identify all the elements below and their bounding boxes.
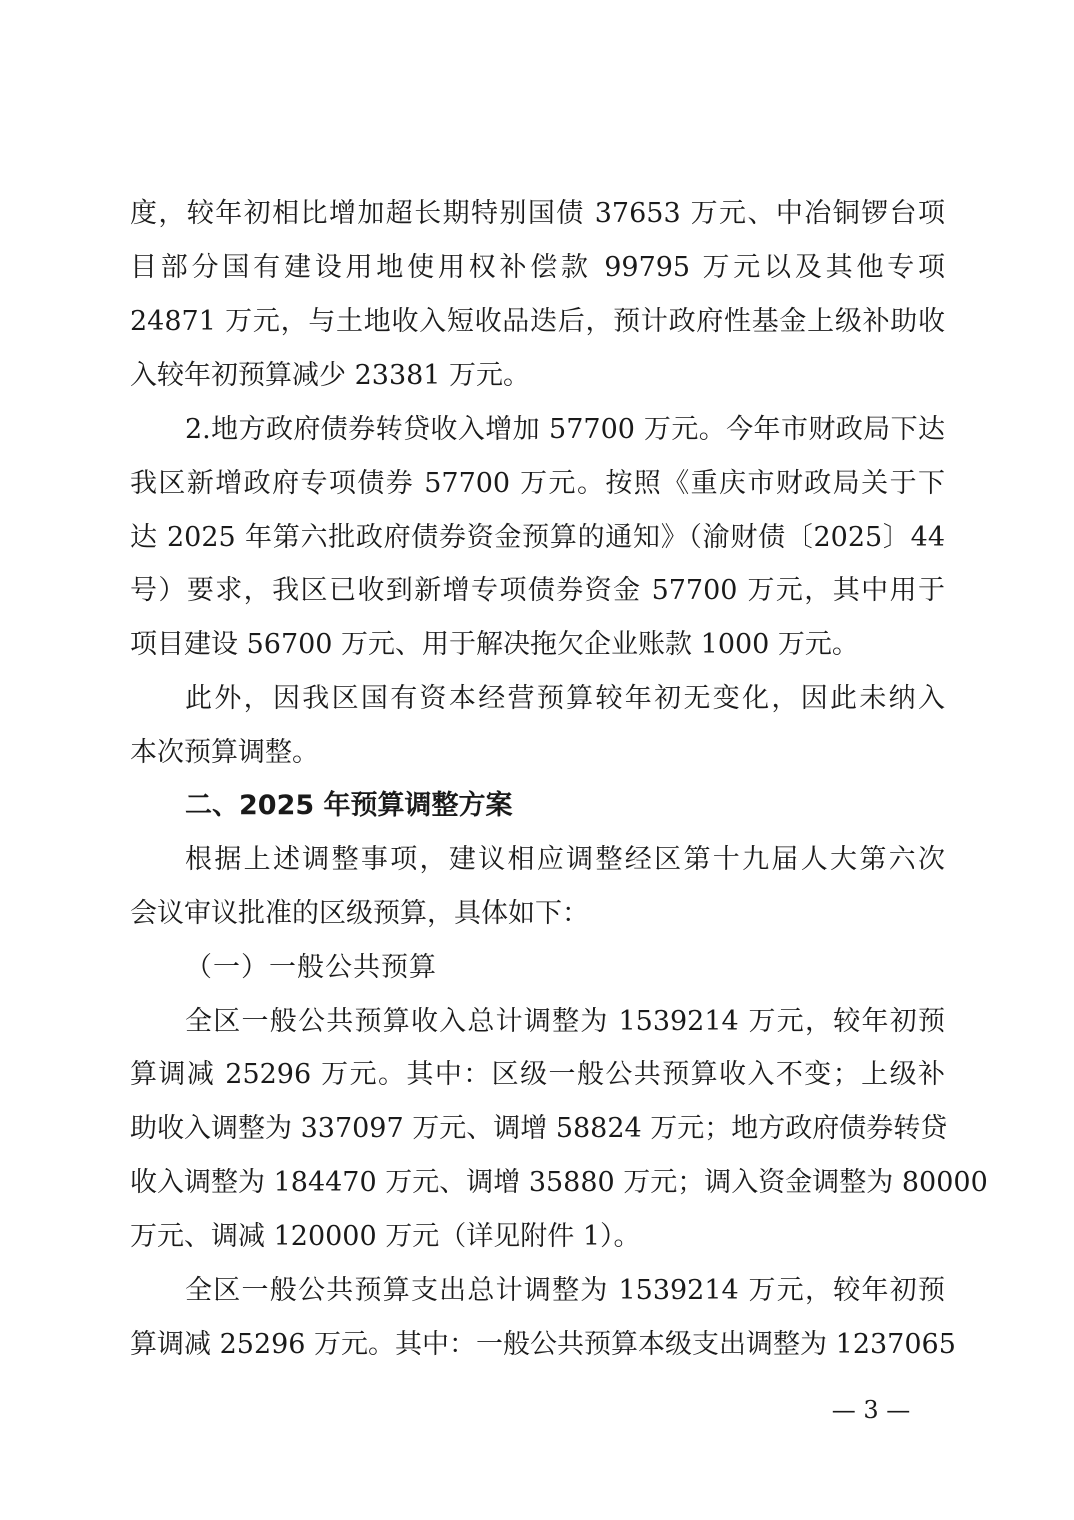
paragraph-line: 度，较年初相比增加超长期特别国债 37653 万元、中冶铜锣台项 — [130, 198, 945, 229]
paragraph-line: 全区一般公共预算支出总计调整为 1539214 万元，较年初预 — [185, 1275, 945, 1306]
paragraph-line: 根据上述调整事项，建议相应调整经区第十九届人大第六次 — [185, 844, 945, 875]
paragraph-line: 入较年初预算减少 23381 万元。 — [130, 360, 531, 391]
paragraph-line: 全区一般公共预算收入总计调整为 1539214 万元，较年初预 — [185, 1006, 945, 1037]
paragraph-line: 会议审议批准的区级预算，具体如下： — [130, 898, 589, 929]
paragraph-line: 此外，因我区国有资本经营预算较年初无变化，因此未纳入 — [185, 683, 945, 714]
section-heading: 二、2025 年预算调整方案 — [185, 790, 513, 821]
page-number: — 3 — — [831, 1396, 911, 1424]
paragraph-line: 我区新增政府专项债券 57700 万元。按照《重庆市财政局关于下 — [130, 468, 945, 499]
paragraph-line: 2.地方政府债券转贷收入增加 57700 万元。今年市财政局下达 — [185, 414, 945, 445]
paragraph-line: 收入调整为 184470 万元、调增 35880 万元；调入资金调整为 80000 — [130, 1167, 988, 1198]
subsection-heading: （一）一般公共预算 — [185, 952, 437, 983]
paragraph-line: 项目建设 56700 万元、用于解决拖欠企业账款 1000 万元。 — [130, 629, 859, 660]
paragraph-line: 24871 万元，与土地收入短收品迭后，预计政府性基金上级补助收 — [130, 306, 945, 337]
paragraph-line: 算调减 25296 万元。其中：区级一般公共预算收入不变；上级补 — [130, 1059, 945, 1090]
paragraph-line: 万元、调减 120000 万元（详见附件 1）。 — [130, 1221, 641, 1252]
paragraph-line: 目部分国有建设用地使用权补偿款 99795 万元以及其他专项 — [130, 252, 945, 283]
paragraph-line: 本次预算调整。 — [130, 737, 319, 768]
paragraph-line: 助收入调整为 337097 万元、调增 58824 万元；地方政府债券转贷 — [130, 1113, 948, 1144]
paragraph-line: 达 2025 年第六批政府债券资金预算的通知》（渝财债〔2025〕44 — [130, 522, 945, 553]
paragraph-line: 号）要求，我区已收到新增专项债券资金 57700 万元，其中用于 — [130, 575, 945, 606]
paragraph-line: 算调减 25296 万元。其中：一般公共预算本级支出调整为 1237065 — [130, 1329, 956, 1360]
